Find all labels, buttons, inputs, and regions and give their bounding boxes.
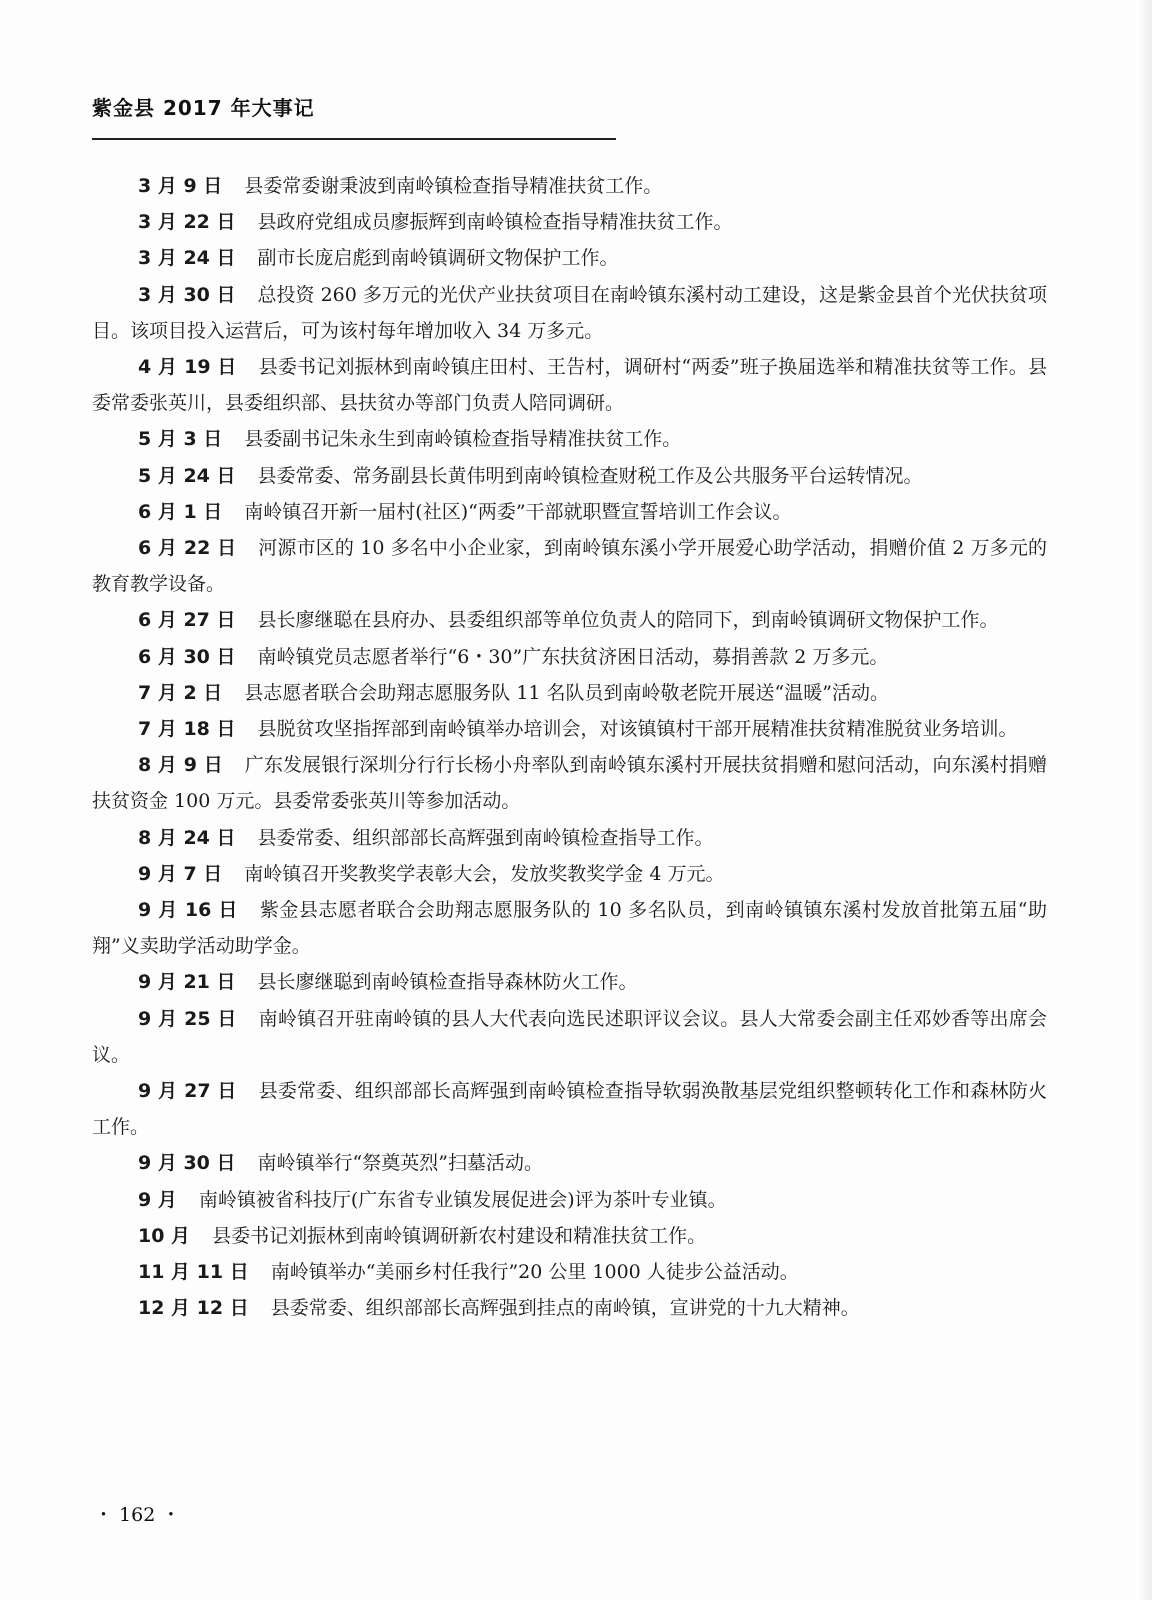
- entry-date: 3 月 22 日: [138, 211, 236, 234]
- chronicle-entry: [92, 240, 1047, 276]
- chronicle-entry: [92, 1145, 1047, 1181]
- chronicle-entry: [92, 277, 1047, 349]
- entry-text: 广东发展银行深圳分行行长杨小舟率队到南岭镇东溪村开展扶贫捐赠和慰问活动，向东溪村捐赠扶贫资金 100 万元。县委常委张英川等参加活动。: [92, 754, 1047, 813]
- entry-text: 县志愿者联合会助翔志愿服务队 11 名队员到南岭敬老院开展送“温暖”活动。: [244, 681, 889, 704]
- entry-date: 9 月: [138, 1188, 177, 1211]
- entry-date: 8 月 9 日: [138, 754, 223, 777]
- entry-date: 7 月 18 日: [138, 718, 236, 741]
- entry-date: 11 月 11 日: [138, 1261, 249, 1284]
- entry-text: 南岭镇召开奖教奖学表彰大会，发放奖教奖学金 4 万元。: [244, 862, 725, 885]
- entry-text: 县委书记刘振林到南岭镇庄田村、王告村，调研村“两委”班子换届选举和精准扶贫等工作。县委常委张英川，县委组织部、县扶贫办等部门负责人陪同调研。: [92, 356, 1047, 415]
- chronicle-entries: [92, 168, 1047, 1327]
- entry-text: 县委常委谢秉波到南岭镇检查指导精准扶贫工作。: [244, 175, 663, 197]
- entry-text: 河源市区的 10 多名中小企业家，到南岭镇东溪小学开展爱心助学活动，捐赠价值 2 万多元的教育教学设备。: [92, 537, 1047, 596]
- entry-date: 4 月 19 日: [138, 356, 237, 379]
- entry-date: 3 月 9 日: [138, 175, 223, 197]
- entry-text: 县委书记刘振林到南岭镇调研新农村建设和精准扶贫工作。: [212, 1224, 707, 1247]
- entry-date: 6 月 27 日: [138, 609, 236, 632]
- scan-edge-shadow: [1138, 0, 1152, 1600]
- chronicle-entry: [92, 1001, 1047, 1073]
- chronicle-entry: [92, 1182, 1047, 1218]
- entry-text: 县长廖继聪到南岭镇检查指导森林防火工作。: [257, 971, 638, 994]
- chronicle-entry: [92, 1073, 1047, 1145]
- chronicle-entry: [92, 856, 1047, 892]
- chronicle-entry: [92, 349, 1047, 421]
- chronicle-entry: [92, 602, 1047, 638]
- entry-date: 6 月 1 日: [138, 500, 223, 523]
- entry-text: 县委常委、常务副县长黄伟明到南岭镇检查财税工作及公共服务平台运转情况。: [257, 464, 923, 487]
- entry-text: 县委常委、组织部部长高辉强到南岭镇检查指导软弱涣散基层党组织整顿转化工作和森林防火工作。: [92, 1080, 1047, 1139]
- entry-date: 9 月 7 日: [138, 862, 223, 885]
- chronicle-entry: [92, 747, 1047, 819]
- entry-date: 5 月 3 日: [138, 428, 223, 451]
- chronicle-entry: [92, 204, 1047, 240]
- entry-text: 紫金县志愿者联合会助翔志愿服务队的 10 多名队员，到南岭镇镇东溪村发放首批第五届“助翔”义卖助学活动助学金。: [92, 899, 1047, 958]
- entry-text: 县长廖继聪在县府办、县委组织部等单位负责人的陪同下，到南岭镇调研文物保护工作。: [257, 609, 999, 632]
- entry-text: 南岭镇召开新一届村(社区)“两委”干部就职暨宣誓培训工作会议。: [244, 500, 792, 523]
- entry-text: 副市长庞启彪到南岭镇调研文物保护工作。: [257, 247, 619, 270]
- entry-text: 南岭镇被省科技厅(广东省专业镇发展促进会)评为茶叶专业镇。: [198, 1188, 727, 1211]
- entry-date: 7 月 2 日: [138, 681, 223, 704]
- entry-text: 南岭镇举办“美丽乡村任我行”20 公里 1000 人徒步公益活动。: [270, 1261, 799, 1284]
- entry-date: 3 月 30 日: [138, 283, 236, 306]
- chronicle-entry: [92, 1218, 1047, 1254]
- entry-date: 8 月 24 日: [138, 826, 236, 849]
- entry-text: 南岭镇举行“祭奠英烈”扫墓活动。: [257, 1152, 543, 1175]
- chronicle-entry: [92, 530, 1047, 602]
- running-header-title: 紫金县 2017 年大事记: [92, 96, 315, 120]
- entry-date: 9 月 21 日: [138, 971, 236, 994]
- entry-date: 12 月 12 日: [138, 1297, 249, 1320]
- entry-text: 南岭镇党员志愿者举行“6・30”广东扶贫济困日活动，募捐善款 2 万多元。: [257, 645, 889, 668]
- entry-text: 县脱贫攻坚指挥部到南岭镇举办培训会，对该镇镇村干部开展精准扶贫精准脱贫业务培训。: [257, 718, 1018, 741]
- chronicle-entry: [92, 1290, 1047, 1326]
- chronicle-entry: [92, 639, 1047, 675]
- entry-text: 县委常委、组织部部长高辉强到南岭镇检查指导工作。: [257, 826, 714, 849]
- chronicle-entry: [92, 675, 1047, 711]
- entry-date: 5 月 24 日: [138, 464, 236, 487]
- entry-date: 3 月 24 日: [138, 247, 236, 270]
- chronicle-entry: [92, 820, 1047, 856]
- entry-text: 县委副书记朱永生到南岭镇检查指导精准扶贫工作。: [244, 428, 682, 451]
- chronicle-entry: [92, 494, 1047, 530]
- header-divider: [92, 138, 616, 140]
- entry-text: 南岭镇召开驻南岭镇的县人大代表向选民述职评议会议。县人大常委会副主任邓妙香等出席会议。: [92, 1007, 1047, 1066]
- entry-date: 9 月 25 日: [138, 1007, 237, 1030]
- chronicle-entry: [92, 711, 1047, 747]
- chronicle-entry: [92, 458, 1047, 494]
- page-number: ・ 162 ・: [94, 1504, 181, 1526]
- entry-date: 9 月 27 日: [138, 1080, 237, 1103]
- entry-text: 县政府党组成员廖振辉到南岭镇检查指导精准扶贫工作。: [257, 211, 733, 234]
- chronicle-entry: [92, 892, 1047, 964]
- chronicle-entry: [92, 168, 1047, 204]
- entry-text: 县委常委、组织部部长高辉强到挂点的南岭镇，宣讲党的十九大精神。: [270, 1297, 860, 1320]
- entry-date: 6 月 30 日: [138, 645, 236, 668]
- chronicle-entry: [92, 421, 1047, 457]
- chronicle-entry: [92, 964, 1047, 1000]
- entry-date: 9 月 30 日: [138, 1152, 236, 1175]
- entry-text: 总投资 260 多万元的光伏产业扶贫项目在南岭镇东溪村动工建设，这是紫金县首个光伏扶贫项目。该项目投入运营后，可为该村每年增加收入 34 万多元。: [92, 283, 1047, 342]
- entry-date: 9 月 16 日: [138, 899, 238, 922]
- chronicle-entry: [92, 1254, 1047, 1290]
- entry-date: 6 月 22 日: [138, 537, 237, 560]
- entry-date: 10 月: [138, 1224, 191, 1247]
